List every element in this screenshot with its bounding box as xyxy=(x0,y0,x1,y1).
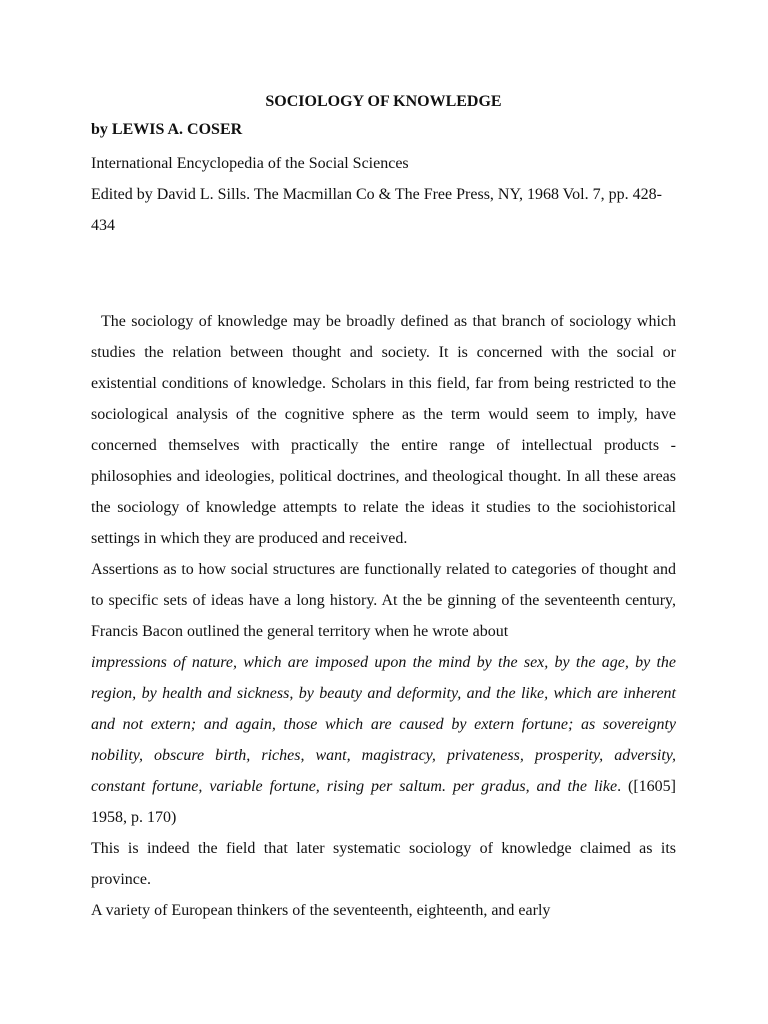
document-page xyxy=(91,90,676,926)
paragraph-1: The sociology of knowledge may be broadly defined as that branch of sociology which studies the relation between thought and society. It is concerned with the social or existential conditions of knowledge. Scholars in this field, far from being restricted to the sociological analysis of the cognitive sphere as the term would seem to imply, have concerned themselves with practically the entire range of intellectual products - philosophies and ideologies, political doctrines, and theological thought. In all these areas the sociology of knowledge attempts to relate the ideas it studies to the sociohistorical settings in which they are produced and received. xyxy=(91,313,676,547)
document-title: SOCIOLOGY OF KNOWLEDGE xyxy=(265,93,502,110)
quote-citation: . ([1605] 1958, p. 170) xyxy=(91,778,677,826)
quote-text: impressions of nature, which are imposed upon the mind by the sex, by the age, by the region, by health and sickness, by beauty and deformity, and the like, which are inherent and not extern; and again, those which are caused by extern fortune; as sovereignty nobility, obscure birth, riches, want, magistracy, privateness, prosperity, adversity, constant fortune, variable fortune, rising per saltum. per gradus, and the like xyxy=(91,654,676,795)
document-author: by LEWIS A. COSER xyxy=(91,121,243,138)
bacon-quote xyxy=(91,647,676,833)
paragraph-2: Assertions as to how social structures are functionally related to categories of thought and to specific sets of ideas have a long history. At the be ginning of the seventeenth century, Francis Bacon outlined the general territory when he wrote about xyxy=(91,561,676,640)
source-line: International Encyclopedia of the Social Sciences xyxy=(91,155,409,172)
edition-line: Edited by David L. Sills. The Macmillan Co & The Free Press, NY, 1968 Vol. 7, pp. 428-434 xyxy=(91,186,662,234)
body-text xyxy=(91,306,676,926)
paragraph-4: A variety of European thinkers of the seventeenth, eighteenth, and early xyxy=(91,902,551,919)
paragraph-3: This is indeed the field that later systematic sociology of knowledge claimed as its province. xyxy=(91,840,676,888)
